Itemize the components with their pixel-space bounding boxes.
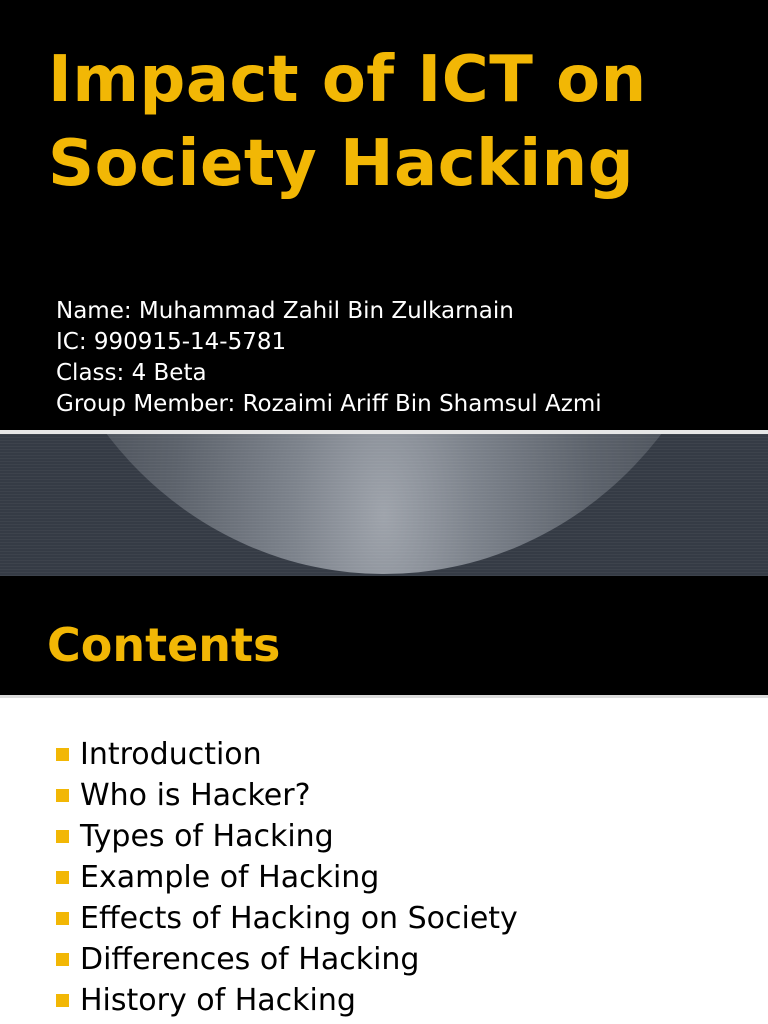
list-item — [56, 734, 518, 775]
contents-list — [56, 734, 518, 1021]
list-item-label: Who is Hacker? — [80, 778, 311, 813]
student-ic: IC: 990915-14-5781 — [56, 329, 287, 355]
square-bullet-icon — [56, 953, 69, 966]
square-bullet-icon — [56, 994, 69, 1007]
contents-heading: Contents — [47, 618, 281, 672]
list-item — [56, 816, 518, 857]
square-bullet-icon — [56, 830, 69, 843]
list-item-label: Types of Hacking — [80, 819, 334, 854]
student-name: Name: Muhammad Zahil Bin Zulkarnain — [56, 298, 514, 324]
square-bullet-icon — [56, 789, 69, 802]
list-item-label: Effects of Hacking on Society — [80, 901, 518, 936]
list-item — [56, 775, 518, 816]
contents-slide — [0, 576, 768, 1024]
decorative-band — [0, 434, 768, 576]
list-item — [56, 857, 518, 898]
square-bullet-icon — [56, 912, 69, 925]
list-item-label: Example of Hacking — [80, 860, 380, 895]
list-item — [56, 939, 518, 980]
square-bullet-icon — [56, 748, 69, 761]
title-line-1: Impact of ICT on — [48, 43, 647, 117]
group-member: Group Member: Rozaimi Ariff Bin Shamsul Azmi — [56, 391, 602, 417]
list-item-label: Introduction — [80, 737, 262, 772]
title-line-2: Society Hacking — [48, 127, 634, 201]
band-texture — [0, 434, 768, 576]
student-details — [56, 296, 756, 420]
square-bullet-icon — [56, 871, 69, 884]
list-item — [56, 898, 518, 939]
student-class: Class: 4 Beta — [56, 360, 207, 386]
header-divider — [0, 695, 768, 698]
slide-title — [48, 38, 748, 206]
contents-header — [0, 576, 768, 695]
list-item-label: Differences of Hacking — [80, 942, 420, 977]
list-item-label: History of Hacking — [80, 983, 356, 1018]
list-item — [56, 980, 518, 1021]
